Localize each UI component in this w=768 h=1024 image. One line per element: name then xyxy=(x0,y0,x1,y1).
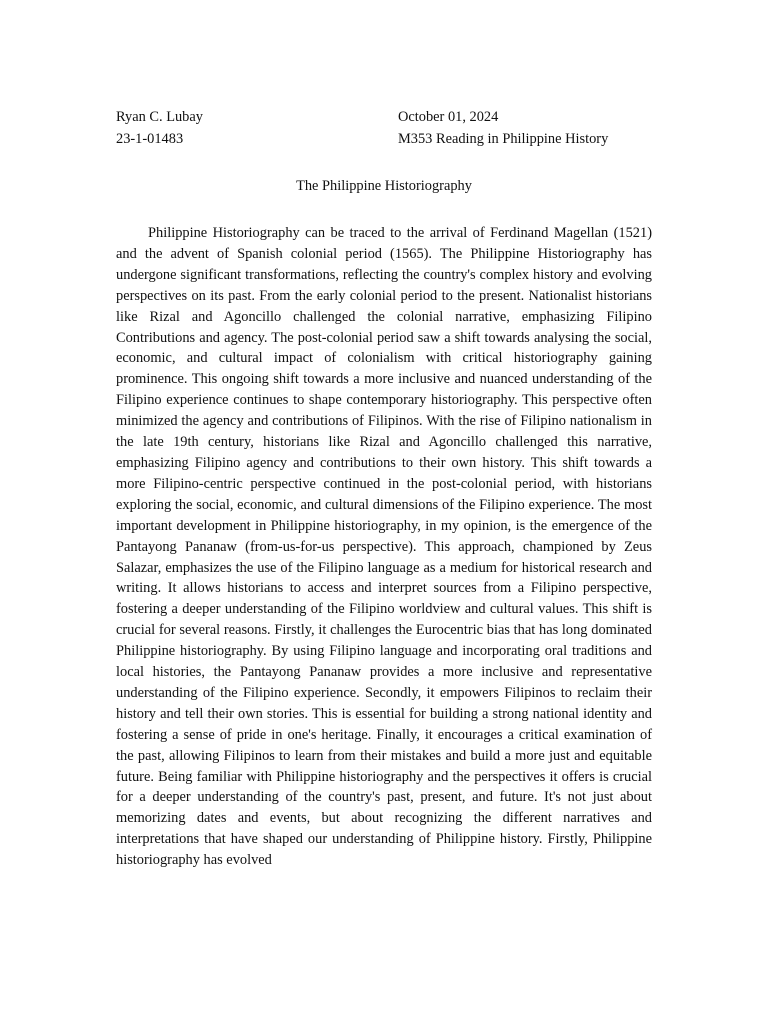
document-page xyxy=(116,106,652,871)
course-name: M353 Reading in Philippine History xyxy=(398,131,609,147)
document-title: The Philippine Historiography xyxy=(296,178,472,194)
author-name: Ryan C. Lubay xyxy=(116,109,203,125)
submission-date: October 01, 2024 xyxy=(398,109,499,125)
header-row-2 xyxy=(116,128,652,150)
body-paragraph: Philippine Historiography can be traced to the arrival of Ferdinand Magellan (1521) and the advent of Spanish colonial period (1565). The Philippine Historiography has undergone significant transformations, reflecting the country's complex history and evolving perspectives on its past. From the early colonial period to the present. Nationalist historians like Rizal and Agoncillo challenged the colonial narrative, emphasizing Filipino Contributions and agency. The post-colonial period saw a shift towards analysing the social, economic, and cultural impact of colonialism with critical historiography gaining prominence. This ongoing shift towards a more inclusive and nuanced understanding of the Filipino experience continues to shape contemporary historiography. This perspective often minimized the agency and contributions of Filipinos. With the rise of Filipino nationalism in the late 19th century, historians like Rizal and Agoncillo challenged this narrative, emphasizing Filipino agency and contributions to their own history. This shift towards a more Filipino-centric perspective continued in the post-colonial period, with historians exploring the social, economic, and cultural dimensions of the Filipino experience. The most important development in Philippine historiography, in my opinion, is the emergence of the Pantayong Pananaw (from-us-for-us perspective). This approach, championed by Zeus Salazar, emphasizes the use of the Filipino language as a medium for historical research and writing. It allows historians to access and interpret sources from a Filipino perspective, fostering a deeper understanding of the Filipino worldview and cultural values. This shift is crucial for several reasons. Firstly, it challenges the Eurocentric bias that has long dominated Philippine historiography. By using Filipino language and incorporating oral traditions and local histories, the Pantayong Pananaw provides a more inclusive and representative understanding of the Filipino experience. Secondly, it empowers Filipinos to reclaim their history and tell their own stories. This is essential for building a strong national identity and fostering a sense of pride in one's heritage. Finally, it encourages a critical examination of the past, allowing Filipinos to learn from their mistakes and build a more just and equitable future. Being familiar with Philippine historiography and the perspectives it offers is crucial for a deeper understanding of the country's past, present, and future. It's not just about memorizing dates and events, but about recognizing the different narratives and interpretations that have shaped our understanding of Philippine history. Firstly, Philippine historiography has evolved xyxy=(116,225,652,869)
student-id: 23-1-01483 xyxy=(116,131,184,147)
header-row-1 xyxy=(116,106,652,128)
